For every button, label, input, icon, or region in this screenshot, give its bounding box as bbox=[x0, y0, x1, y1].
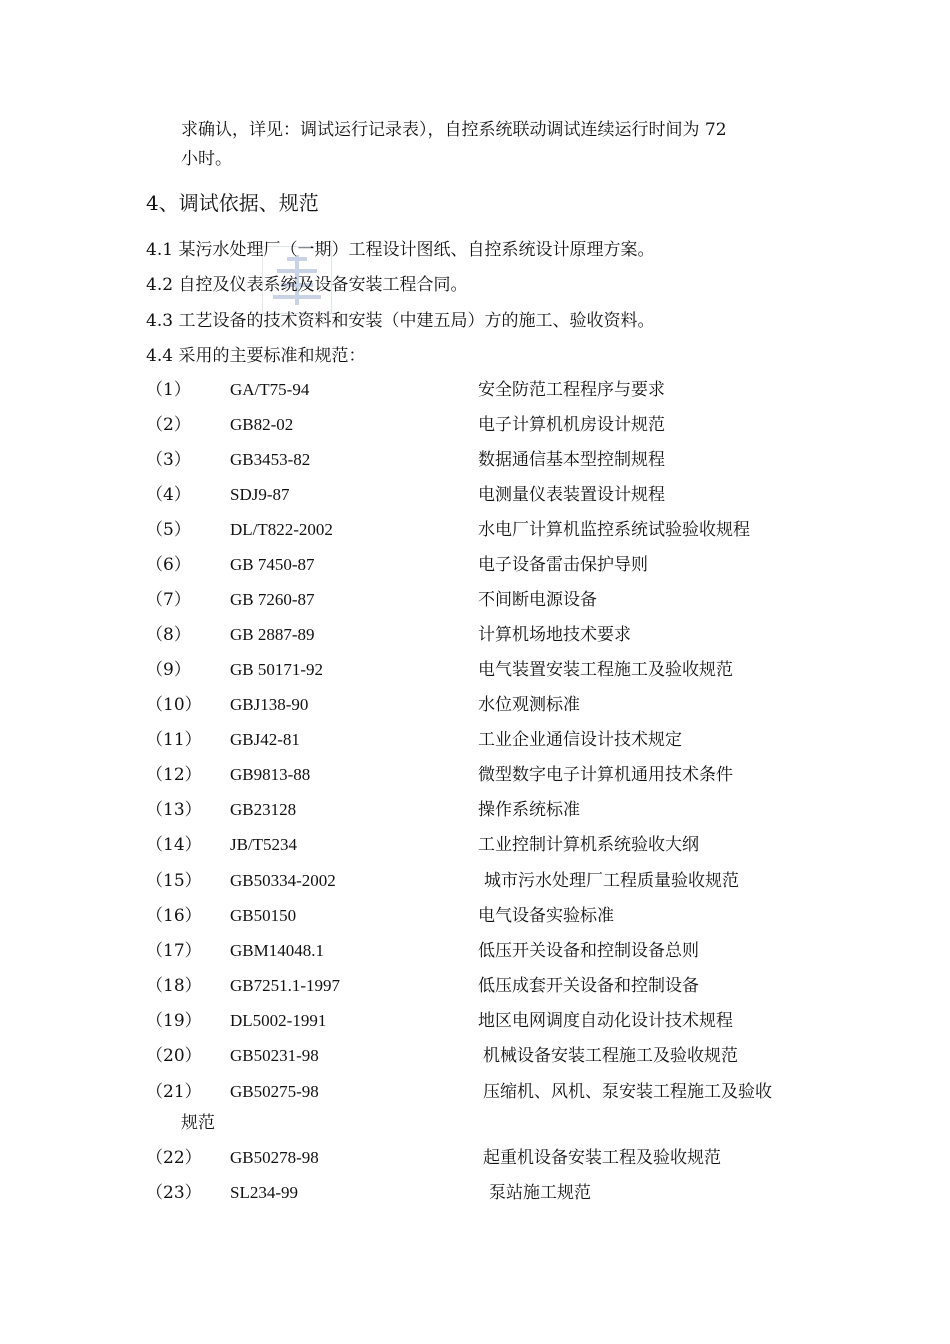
standard-title: 操作系统标准 bbox=[478, 800, 580, 820]
standard-title: 泵站施工规范 bbox=[489, 1183, 591, 1203]
standard-number: （8） bbox=[146, 625, 191, 645]
standard-number: （19） bbox=[146, 1011, 202, 1031]
standard-number: （10） bbox=[146, 695, 202, 715]
standard-title: 城市污水处理厂工程质量验收规范 bbox=[484, 871, 739, 891]
standard-code: GB50278-98 bbox=[230, 1148, 319, 1167]
standard-title: 数据通信基本型控制规程 bbox=[478, 450, 665, 470]
standard-code: GB 7260-87 bbox=[230, 590, 315, 609]
basis-item-4-4: 4.4 采用的主要标准和规范： bbox=[146, 346, 366, 366]
standard-title: 低压成套开关设备和控制设备 bbox=[478, 976, 699, 996]
standard-title: 水位观测标准 bbox=[478, 695, 580, 715]
standard-number: （6） bbox=[146, 555, 191, 575]
standard-number: （22） bbox=[146, 1148, 202, 1168]
standard-number: （7） bbox=[146, 590, 191, 610]
standard-number: （15） bbox=[146, 871, 202, 891]
standard-number: （23） bbox=[146, 1183, 202, 1203]
standard-title: 电子设备雷击保护导则 bbox=[478, 555, 648, 575]
standard-title: 起重机设备安装工程及验收规范 bbox=[483, 1148, 721, 1168]
standard-title: 电气设备实验标准 bbox=[478, 906, 614, 926]
standard-number: （12） bbox=[146, 765, 202, 785]
standard-code: GB50231-98 bbox=[230, 1046, 319, 1065]
standard-number: （11） bbox=[146, 730, 202, 750]
standard-title: 机械设备安装工程施工及验收规范 bbox=[483, 1046, 738, 1066]
standard-title: 电测量仪表装置设计规程 bbox=[478, 485, 665, 505]
standard-code: GB9813-88 bbox=[230, 765, 311, 784]
standard-title: 水电厂计算机监控系统试验验收规程 bbox=[478, 520, 750, 540]
standard-title: 计算机场地技术要求 bbox=[478, 625, 631, 645]
standard-title: 安全防范工程程序与要求 bbox=[478, 380, 665, 400]
standard-number: （20） bbox=[146, 1046, 202, 1066]
standard-code: DL5002-1991 bbox=[230, 1011, 327, 1030]
standard-number: （16） bbox=[146, 906, 202, 926]
standard-title: 电子计算机机房设计规范 bbox=[478, 415, 665, 435]
standard-title-continuation: 规范 bbox=[181, 1113, 215, 1133]
basis-item-4-3: 4.3 工艺设备的技术资料和安装（中建五局）方的施工、验收资料。 bbox=[146, 311, 655, 331]
standard-code: DL/T822-2002 bbox=[230, 520, 333, 539]
standard-number: （14） bbox=[146, 835, 202, 855]
standard-title: 地区电网调度自动化设计技术规程 bbox=[478, 1011, 733, 1031]
standard-number: （3） bbox=[146, 450, 191, 470]
standard-code: GB50275-98 bbox=[230, 1082, 319, 1101]
basis-item-4-1: 4.1 某污水处理厂（一期）工程设计图纸、自控系统设计原理方案。 bbox=[146, 240, 655, 260]
intro-line-2: 小时。 bbox=[181, 149, 232, 169]
standard-code: SDJ9-87 bbox=[230, 485, 290, 504]
standard-code: GB82-02 bbox=[230, 415, 294, 434]
standard-code: GBJ138-90 bbox=[230, 695, 309, 714]
standard-number: （9） bbox=[146, 660, 191, 680]
standard-code: GB23128 bbox=[230, 800, 297, 819]
standard-code: GA/T75-94 bbox=[230, 380, 310, 399]
standard-title: 微型数字电子计算机通用技术条件 bbox=[478, 765, 733, 785]
standard-code: GB50150 bbox=[230, 906, 297, 925]
standard-number: （1） bbox=[146, 380, 191, 400]
standard-number: （5） bbox=[146, 520, 191, 540]
standard-number: （17） bbox=[146, 941, 202, 961]
standard-title: 不间断电源设备 bbox=[478, 590, 597, 610]
standard-code: GB7251.1-1997 bbox=[230, 976, 341, 995]
basis-item-4-2: 4.2 自控及仪表系统及设备安装工程合同。 bbox=[146, 275, 468, 295]
standard-number: （2） bbox=[146, 415, 191, 435]
standard-code: GB50334-2002 bbox=[230, 871, 336, 890]
standard-code: GBJ42-81 bbox=[230, 730, 300, 749]
standard-code: GB 7450-87 bbox=[230, 555, 315, 574]
standard-title: 低压开关设备和控制设备总则 bbox=[478, 941, 699, 961]
standard-number: （21） bbox=[146, 1082, 202, 1102]
standard-code: GBM14048.1 bbox=[230, 941, 324, 960]
standard-number: （18） bbox=[146, 976, 202, 996]
standard-number: （4） bbox=[146, 485, 191, 505]
standard-number: （13） bbox=[146, 800, 202, 820]
standard-title: 压缩机、风机、泵安装工程施工及验收 bbox=[483, 1082, 772, 1102]
standard-title: 电气装置安装工程施工及验收规范 bbox=[478, 660, 733, 680]
standard-code: GB 2887-89 bbox=[230, 625, 315, 644]
standard-title: 工业企业通信设计技术规定 bbox=[478, 730, 682, 750]
standard-code: JB/T5234 bbox=[230, 835, 298, 854]
intro-line-1: 求确认，详见：调试运行记录表），自控系统联动调试连续运行时间为 72 bbox=[181, 120, 727, 140]
standard-code: SL234-99 bbox=[230, 1183, 298, 1202]
standard-code: GB 50171-92 bbox=[230, 660, 324, 679]
standard-title: 工业控制计算机系统验收大纲 bbox=[478, 835, 699, 855]
standard-code: GB3453-82 bbox=[230, 450, 311, 469]
section-heading: 4、调试依据、规范 bbox=[146, 191, 319, 215]
